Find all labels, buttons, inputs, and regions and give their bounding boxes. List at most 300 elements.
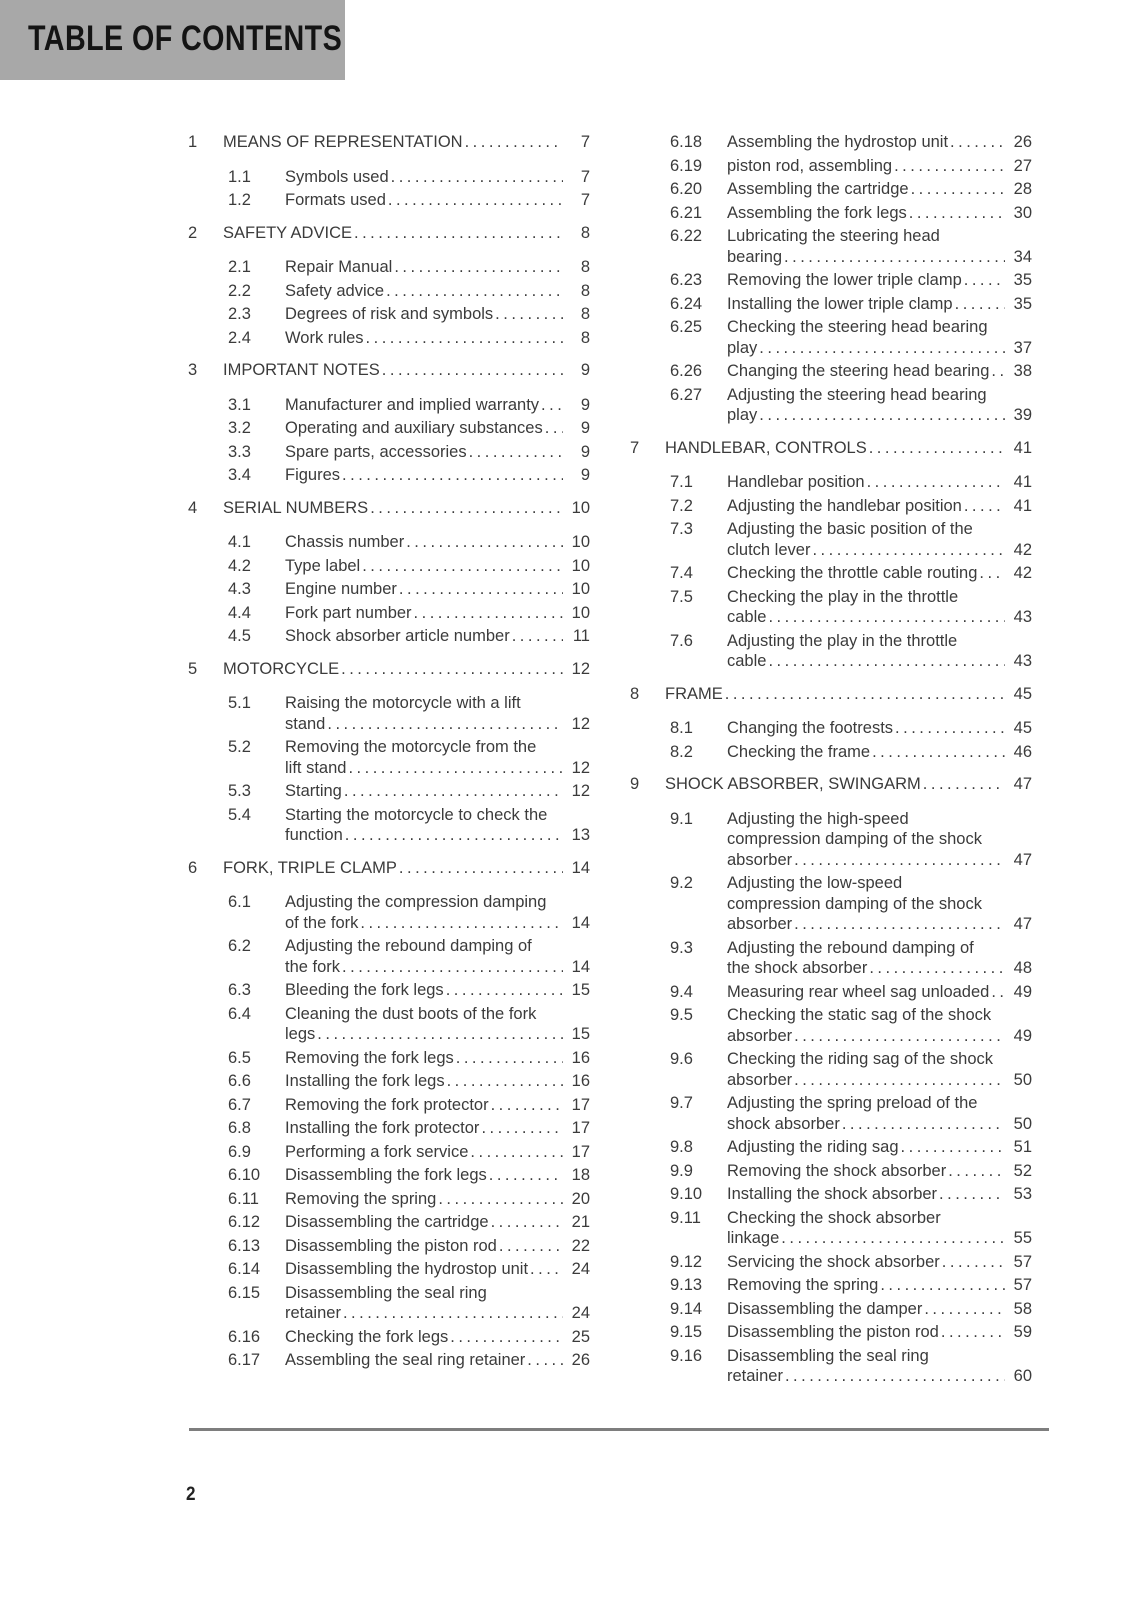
toc-item-line [285, 1165, 590, 1186]
dot-leader [327, 714, 563, 735]
toc-item-line [285, 465, 590, 486]
toc-item-content [285, 980, 590, 1001]
dot-leader [491, 1095, 563, 1116]
toc-page-ref: 49 [1013, 982, 1032, 1001]
toc-item-title-text: Adjusting the rebound damping of [285, 937, 532, 955]
toc-item-title-text: function [285, 826, 343, 844]
toc-item-title-text: Adjusting the spring preload of the [727, 1094, 978, 1112]
toc-item-title-text: Handlebar position [727, 473, 865, 491]
toc-item-title-text: Assembling the hydrostop unit [727, 133, 949, 151]
toc-item-number: 4.4 [228, 603, 251, 622]
dot-leader [725, 684, 1005, 705]
toc-item-number: 6.11 [228, 1189, 259, 1208]
toc-item-content [285, 532, 590, 553]
toc-item-content [285, 781, 590, 802]
toc-item-number: 6.4 [228, 1004, 251, 1023]
toc-entry-row [228, 1327, 590, 1348]
dot-leader [447, 1071, 563, 1092]
toc-entry-row [670, 1322, 1032, 1343]
toc-item-line [285, 1303, 590, 1324]
toc-page-ref: 41 [1013, 473, 1032, 491]
toc-item-line [285, 418, 590, 439]
dot-leader [869, 958, 1005, 979]
dot-leader [399, 579, 563, 600]
toc-item-content [727, 1299, 1032, 1320]
toc-entry-row [228, 442, 590, 463]
toc-item-number: 9.5 [670, 1006, 693, 1024]
toc-column-right [630, 132, 1032, 1390]
toc-item-title-text: Removing the fork protector [285, 1095, 489, 1114]
toc-item-line [727, 982, 1032, 1003]
toc-item-title-text: Adjusting the low-speed [727, 874, 903, 892]
toc-page-ref: 58 [1013, 1299, 1032, 1318]
toc-entry-row [228, 395, 590, 416]
toc-entry-row [228, 167, 590, 188]
toc-page-ref: 8 [580, 223, 590, 242]
dot-leader [909, 203, 1005, 224]
toc-entry-row [228, 1165, 590, 1186]
toc-item-title-text: Removing the fork legs [285, 1048, 454, 1067]
toc-item-title-text: Checking the fork legs [285, 1327, 449, 1346]
dot-leader [450, 1327, 563, 1348]
toc-item-number: 5.4 [228, 805, 251, 824]
toc-item-line [727, 496, 1032, 517]
toc-entry-row [228, 1283, 590, 1324]
toc-item-title-text: play [727, 338, 758, 357]
toc-item-line [285, 304, 590, 325]
toc-item-content [285, 465, 590, 486]
dot-leader [794, 850, 1005, 871]
toc-item-line [285, 936, 590, 957]
toc-item-title-text: Checking the shock absorber [727, 1208, 941, 1227]
toc-item-line [727, 938, 1032, 959]
toc-item-title-text: Safety advice [285, 281, 385, 300]
toc-entry-row [228, 1350, 590, 1371]
toc-entry-row [228, 190, 590, 211]
toc-item-number: 7.3 [670, 520, 693, 538]
dot-leader [499, 1236, 563, 1257]
toc-item-title-text: Spare parts, accessories [285, 442, 467, 461]
dot-leader [465, 132, 563, 153]
dot-leader [388, 190, 563, 211]
dot-leader [414, 603, 563, 624]
toc-item-line [285, 626, 590, 647]
toc-item-content [727, 718, 1032, 739]
toc-item-title-text: Checking the steering head bearing [727, 318, 988, 336]
toc-item-number: 9 [630, 775, 640, 793]
toc-item-title-text: Removing the lower triple clamp [727, 271, 962, 289]
toc-item-number: 7.1 [670, 473, 693, 491]
toc-item-title-text: Changing the footrests [727, 719, 894, 737]
toc-item-title-text: absorber [727, 1070, 793, 1089]
toc-item-line [727, 1005, 1032, 1026]
toc-entry-row [670, 385, 1032, 426]
toc-item-line [285, 805, 590, 826]
toc-entry-row [228, 257, 590, 278]
toc-item-content [285, 626, 590, 647]
dot-leader [530, 1259, 563, 1280]
toc-item-content [285, 328, 590, 349]
toc-item-content [285, 579, 590, 600]
toc-item-title-text: SAFETY ADVICE [223, 223, 352, 242]
toc-page-ref: 37 [1013, 338, 1032, 357]
dot-leader [794, 1070, 1005, 1091]
dot-leader [456, 1048, 563, 1069]
toc-item-number: 6.16 [228, 1327, 261, 1346]
toc-item-line [727, 156, 1032, 177]
toc-page-ref: 9 [580, 395, 590, 414]
dot-leader [470, 1142, 563, 1163]
toc-item-title-text: HANDLEBAR, CONTROLS [665, 438, 867, 457]
footer-divider [189, 1428, 1049, 1431]
toc-item-content [727, 809, 1032, 871]
toc-chapter-row [188, 223, 590, 244]
toc-entry-row [228, 1236, 590, 1257]
toc-item-title-text: Operating and auxiliary substances [285, 419, 543, 437]
dot-leader [366, 328, 563, 349]
toc-item-number: 6.18 [670, 133, 703, 151]
toc-item-content [285, 1189, 590, 1210]
toc-columns [188, 132, 1032, 1390]
toc-page-ref: 42 [1013, 540, 1032, 559]
dot-leader [991, 361, 1005, 382]
toc-item-line [285, 781, 590, 802]
dot-leader [759, 338, 1005, 359]
toc-page-ref: 9 [580, 361, 590, 379]
toc-item-line [727, 1299, 1032, 1320]
toc-page-ref: 10 [571, 580, 590, 598]
toc-page-ref: 10 [571, 556, 590, 575]
toc-item-content [285, 304, 590, 325]
toc-item-number: 2 [188, 223, 198, 242]
toc-item-line [727, 873, 1032, 894]
toc-item-line [285, 980, 590, 1001]
toc-item-title-text: Disassembling the piston rod [727, 1323, 939, 1341]
toc-item-number: 6.22 [670, 227, 703, 245]
toc-item-content [285, 556, 590, 577]
toc-entry-row [670, 587, 1032, 628]
toc-item-content [727, 1049, 1032, 1090]
toc-item-content [285, 1350, 590, 1371]
toc-item-line [285, 1142, 590, 1163]
toc-item-content [285, 693, 590, 734]
toc-item-content [285, 1118, 590, 1139]
dot-leader [469, 442, 563, 463]
toc-item-content [285, 1165, 590, 1186]
toc-item-title-text: Repair Manual [285, 258, 393, 276]
toc-item-number: 6.7 [228, 1095, 251, 1114]
toc-item-line [223, 223, 590, 244]
toc-chapter-row [630, 438, 1032, 459]
toc-item-content [223, 360, 590, 381]
toc-item-title-text: compression damping of the shock [727, 830, 982, 848]
toc-item-content [223, 223, 590, 244]
toc-item-content [727, 203, 1032, 224]
toc-item-line [727, 226, 1032, 247]
toc-item-line [727, 132, 1032, 153]
dot-leader [438, 1189, 563, 1210]
toc-entry-row [228, 626, 590, 647]
toc-item-line [727, 1275, 1032, 1296]
dot-leader [768, 651, 1005, 672]
toc-entry-row [228, 1259, 590, 1280]
toc-item-title-text: Adjusting the compression damping [285, 893, 547, 911]
toc-item-line [727, 294, 1032, 315]
toc-entry-row [228, 936, 590, 977]
toc-item-number: 9.9 [670, 1161, 693, 1180]
toc-entry-row [670, 1161, 1032, 1182]
toc-item-content [727, 1161, 1032, 1182]
toc-entry-row [670, 809, 1032, 871]
toc-item-content [665, 438, 1032, 459]
toc-item-title-text: Degrees of risk and symbols [285, 305, 494, 323]
toc-item-title-text: Servicing the shock absorber [727, 1252, 940, 1271]
toc-item-line [727, 472, 1032, 493]
toc-item-line [223, 132, 590, 153]
dot-leader [794, 1026, 1005, 1047]
toc-page-ref: 9 [580, 442, 590, 461]
toc-page-ref: 20 [571, 1189, 590, 1208]
toc-item-line [285, 556, 590, 577]
toc-item-title-text: Installing the lower triple clamp [727, 294, 953, 313]
toc-item-content [223, 858, 590, 879]
toc-item-title-text: Adjusting the basic position of the [727, 520, 973, 538]
toc-item-line [285, 1095, 590, 1116]
toc-item-line [727, 317, 1032, 338]
toc-chapter-row [188, 858, 590, 879]
toc-item-line [285, 190, 590, 211]
toc-entry-row [670, 472, 1032, 493]
toc-item-number: 6.24 [670, 294, 703, 313]
dot-leader [348, 758, 563, 779]
toc-item-title-text: Raising the motorcycle with a lift [285, 694, 521, 712]
toc-item-title-text: SHOCK ABSORBER, SWINGARM [665, 775, 921, 793]
toc-item-title-text: absorber [727, 1026, 793, 1045]
toc-item-content [727, 873, 1032, 935]
toc-item-content [285, 936, 590, 977]
dot-leader [360, 913, 563, 934]
toc-item-line [665, 774, 1032, 795]
toc-item-number: 3.2 [228, 419, 251, 437]
toc-item-content [727, 361, 1032, 382]
toc-item-title-text: Disassembling the cartridge [285, 1213, 489, 1231]
toc-item-line [285, 1350, 590, 1371]
dot-leader [406, 532, 563, 553]
toc-item-number: 4.3 [228, 580, 251, 598]
toc-item-line [727, 361, 1032, 382]
dot-leader [942, 1252, 1005, 1273]
toc-item-content [285, 281, 590, 302]
toc-item-title-text: stand [285, 714, 326, 733]
toc-item-title-text: compression damping of the shock [727, 894, 982, 913]
toc-item-title-text: Disassembling the piston rod [285, 1236, 497, 1255]
dot-leader [955, 294, 1005, 315]
toc-item-line [727, 1026, 1032, 1047]
dot-leader [781, 1228, 1005, 1249]
toc-item-content [727, 385, 1032, 426]
toc-item-content [727, 179, 1032, 200]
toc-item-title-text: Installing the shock absorber [727, 1185, 938, 1203]
toc-item-line [285, 1236, 590, 1257]
toc-page-ref: 47 [1013, 850, 1032, 869]
toc-page-ref: 24 [571, 1260, 590, 1278]
toc-item-line [727, 179, 1032, 200]
toc-item-number: 9.8 [670, 1138, 693, 1156]
toc-item-content [285, 1236, 590, 1257]
dot-leader [923, 774, 1005, 795]
toc-item-line [285, 442, 590, 463]
toc-entry-row [670, 1005, 1032, 1046]
toc-chapter-row [188, 659, 590, 680]
toc-item-title-text: Measuring rear wheel sag unloaded [727, 982, 990, 1001]
dot-leader [491, 1212, 563, 1233]
toc-entry-row [228, 328, 590, 349]
dot-leader [391, 167, 563, 188]
toc-entry-row [228, 1004, 590, 1045]
toc-entry-row [670, 361, 1032, 382]
toc-item-line [727, 1366, 1032, 1387]
toc-item-content [285, 257, 590, 278]
toc-item-line [727, 1228, 1032, 1249]
toc-item-number: 9.7 [670, 1094, 693, 1112]
toc-item-line [727, 1137, 1032, 1158]
dot-leader [342, 465, 563, 486]
toc-page-ref: 26 [1013, 133, 1032, 151]
toc-item-title-text: retainer [727, 1367, 783, 1385]
toc-item-line [223, 360, 590, 381]
toc-item-content [727, 1184, 1032, 1205]
dot-leader [768, 607, 1005, 628]
toc-page-ref: 47 [1013, 775, 1032, 793]
toc-entry-row [228, 1071, 590, 1092]
toc-page-ref: 47 [1013, 915, 1032, 933]
dot-leader [386, 281, 563, 302]
toc-item-content [285, 1004, 590, 1045]
toc-item-line [665, 438, 1032, 459]
dot-leader [964, 270, 1005, 291]
toc-item-content [727, 270, 1032, 291]
toc-page-ref: 8 [580, 258, 590, 276]
toc-item-number: 2.4 [228, 328, 251, 347]
toc-chapter-row [188, 132, 590, 153]
toc-item-number: 7.4 [670, 564, 693, 582]
toc-entry-row [670, 1093, 1032, 1134]
toc-page-ref: 35 [1013, 271, 1032, 289]
toc-page-ref: 14 [571, 913, 590, 932]
toc-item-number: 6.13 [228, 1236, 261, 1255]
toc-item-number: 6.27 [670, 385, 703, 404]
toc-page-ref: 39 [1013, 406, 1032, 424]
toc-item-number: 7 [630, 438, 640, 457]
toc-item-line [727, 607, 1032, 628]
toc-item-line [285, 1118, 590, 1139]
toc-item-line [727, 270, 1032, 291]
toc-item-content [285, 442, 590, 463]
dot-leader [911, 179, 1005, 200]
toc-page-ref: 49 [1013, 1026, 1032, 1045]
toc-entry-row [670, 179, 1032, 200]
toc-item-title-text: piston rod, assembling [727, 156, 893, 175]
toc-page-ref: 8 [580, 305, 590, 323]
toc-item-title-text: Symbols used [285, 167, 389, 186]
toc-entry-row [670, 132, 1032, 153]
toc-page-ref: 55 [1013, 1229, 1032, 1247]
toc-page-ref: 24 [571, 1304, 590, 1322]
toc-item-content [727, 1093, 1032, 1134]
toc-entry-row [228, 532, 590, 553]
toc-page-ref: 46 [1013, 742, 1032, 761]
toc-item-content [285, 190, 590, 211]
toc-item-content [727, 472, 1032, 493]
toc-entry-row [228, 579, 590, 600]
toc-entry-row [670, 873, 1032, 935]
toc-item-number: 8.2 [670, 742, 693, 761]
dot-leader [512, 626, 563, 647]
toc-entry-row [228, 465, 590, 486]
toc-item-number: 4.5 [228, 627, 251, 645]
toc-item-title-text: Formats used [285, 191, 386, 209]
toc-page-ref: 12 [571, 714, 590, 733]
dot-leader [541, 395, 563, 416]
toc-item-title-text: Lubricating the steering head [727, 227, 940, 245]
dot-leader [950, 132, 1005, 153]
toc-page-ref: 8 [580, 281, 590, 300]
toc-entry-row [670, 631, 1032, 672]
toc-item-line [285, 1259, 590, 1280]
toc-item-number: 6.25 [670, 318, 703, 336]
toc-item-line [223, 858, 590, 879]
toc-item-line [727, 563, 1032, 584]
toc-page-ref: 9 [580, 466, 590, 484]
dot-leader [545, 418, 563, 439]
toc-item-line [285, 395, 590, 416]
toc-item-line [727, 338, 1032, 359]
dot-leader [901, 1137, 1005, 1158]
toc-page-ref: 21 [571, 1213, 590, 1231]
toc-item-title-text: the fork [285, 957, 341, 976]
toc-chapter-row [188, 360, 590, 381]
toc-entry-row [670, 938, 1032, 979]
toc-item-title-text: Starting [285, 782, 342, 800]
toc-item-title-text: Installing the fork legs [285, 1072, 445, 1090]
toc-item-number: 5.1 [228, 694, 251, 712]
toc-item-line [727, 1070, 1032, 1091]
toc-item-line [285, 892, 590, 913]
toc-item-line [285, 913, 590, 934]
toc-item-title-text: Performing a fork service [285, 1142, 469, 1161]
toc-page-ref: 34 [1013, 247, 1032, 266]
toc-item-line [727, 1208, 1032, 1229]
toc-item-line [285, 281, 590, 302]
toc-entry-row [670, 1346, 1032, 1387]
toc-item-content [285, 395, 590, 416]
toc-item-title-text: lift stand [285, 758, 347, 777]
toc-item-number: 3.3 [228, 442, 251, 461]
toc-page-ref: 15 [571, 1025, 590, 1043]
toc-entry-row [670, 1184, 1032, 1205]
dot-leader [446, 980, 563, 1001]
toc-entry-row [228, 556, 590, 577]
toc-item-line [727, 203, 1032, 224]
toc-item-line [285, 532, 590, 553]
toc-item-line [727, 914, 1032, 935]
toc-item-content [223, 659, 590, 680]
toc-item-content [285, 1048, 590, 1069]
toc-item-number: 9.6 [670, 1050, 693, 1068]
dot-leader [784, 247, 1005, 268]
toc-item-title-text: of the fork [285, 913, 359, 932]
toc-item-line [727, 405, 1032, 426]
